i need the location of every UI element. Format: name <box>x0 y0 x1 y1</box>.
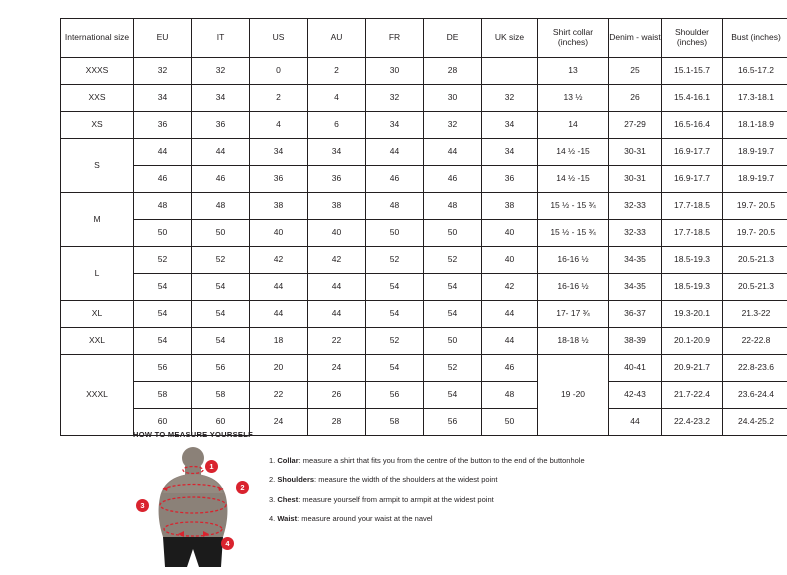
column-header-shoulder: Shoulder (inches) <box>662 19 723 58</box>
cell-international-size: XXXS <box>61 58 134 85</box>
cell-au: 44 <box>308 301 366 328</box>
cell-eu: 60 <box>134 409 192 436</box>
cell-uk: 34 <box>482 112 538 139</box>
cell-de: 54 <box>424 301 482 328</box>
measure-step-number: 4. <box>269 514 275 523</box>
cell-collar: 14 <box>538 112 609 139</box>
cell-it: 54 <box>192 328 250 355</box>
cell-au: 22 <box>308 328 366 355</box>
cell-us: 4 <box>250 112 308 139</box>
cell-shoulder: 19.3-20.1 <box>662 301 723 328</box>
measure-step <box>269 515 585 523</box>
table-row <box>61 274 787 301</box>
how-to-measure-list <box>269 457 585 534</box>
cell-au: 36 <box>308 166 366 193</box>
cell-eu: 50 <box>134 220 192 247</box>
cell-us: 40 <box>250 220 308 247</box>
cell-uk: 44 <box>482 301 538 328</box>
cell-fr: 46 <box>366 166 424 193</box>
cell-eu: 34 <box>134 85 192 112</box>
cell-shoulder: 21.7-22.4 <box>662 382 723 409</box>
cell-uk: 36 <box>482 166 538 193</box>
cell-eu: 54 <box>134 301 192 328</box>
cell-it: 32 <box>192 58 250 85</box>
cell-denim: 34-35 <box>609 274 662 301</box>
callout-2: 2 <box>236 481 249 494</box>
cell-au: 26 <box>308 382 366 409</box>
cell-it: 36 <box>192 112 250 139</box>
cell-it: 44 <box>192 139 250 166</box>
cell-fr: 44 <box>366 139 424 166</box>
table-row <box>61 220 787 247</box>
callout-1: 1 <box>205 460 218 473</box>
cell-bust: 23.6-24.4 <box>723 382 787 409</box>
cell-denim: 42-43 <box>609 382 662 409</box>
mannequin-illustration <box>133 445 253 570</box>
cell-shoulder: 17.7-18.5 <box>662 193 723 220</box>
cell-de: 32 <box>424 112 482 139</box>
cell-international-size: XS <box>61 112 134 139</box>
cell-it: 48 <box>192 193 250 220</box>
measurement-figure <box>133 445 253 570</box>
column-header-us: US <box>250 19 308 58</box>
measure-step <box>269 476 585 484</box>
measure-step-text: : measure around your waist at the navel <box>297 514 433 523</box>
measure-step-number: 3. <box>269 495 275 504</box>
cell-de: 28 <box>424 58 482 85</box>
cell-international-size: L <box>61 247 134 301</box>
cell-de: 46 <box>424 166 482 193</box>
cell-it: 56 <box>192 355 250 382</box>
table-row <box>61 328 787 355</box>
table-row <box>61 355 787 382</box>
cell-uk: 40 <box>482 247 538 274</box>
measure-step-term: Chest <box>277 495 298 504</box>
cell-us: 20 <box>250 355 308 382</box>
cell-uk <box>482 58 538 85</box>
table-row <box>61 139 787 166</box>
cell-denim: 32-33 <box>609 220 662 247</box>
cell-fr: 58 <box>366 409 424 436</box>
cell-international-size: XXS <box>61 85 134 112</box>
column-header-au: AU <box>308 19 366 58</box>
column-header-it: IT <box>192 19 250 58</box>
cell-international-size: XXL <box>61 328 134 355</box>
table-row <box>61 301 787 328</box>
cell-au: 38 <box>308 193 366 220</box>
cell-shoulder: 18.5-19.3 <box>662 247 723 274</box>
cell-it: 34 <box>192 85 250 112</box>
cell-uk: 50 <box>482 409 538 436</box>
cell-fr: 34 <box>366 112 424 139</box>
table-header-row <box>61 19 787 58</box>
callout-4: 4 <box>221 537 234 550</box>
cell-shoulder: 22.4-23.2 <box>662 409 723 436</box>
column-header-denim-waist: Denim - waist <box>609 19 662 58</box>
measure-step-text: : measure a shirt that fits you from the centre of the button to the end of the buttonhole <box>299 456 585 465</box>
cell-au: 2 <box>308 58 366 85</box>
measure-step <box>269 457 585 465</box>
cell-shoulder: 18.5-19.3 <box>662 274 723 301</box>
table-row <box>61 382 787 409</box>
column-header-bust: Bust (inches) <box>723 19 787 58</box>
measure-step-term: Waist <box>277 514 297 523</box>
cell-bust: 21.3-22 <box>723 301 787 328</box>
cell-bust: 20.5-21.3 <box>723 274 787 301</box>
measure-step-term: Shoulders <box>277 475 314 484</box>
measure-step-text: : measure yourself from armpit to armpit at the widest point <box>298 495 494 504</box>
cell-us: 38 <box>250 193 308 220</box>
cell-uk: 40 <box>482 220 538 247</box>
table-row <box>61 193 787 220</box>
cell-fr: 50 <box>366 220 424 247</box>
cell-collar: 14 ½ -15 <box>538 139 609 166</box>
cell-bust: 19.7- 20.5 <box>723 220 787 247</box>
table-header <box>61 19 787 58</box>
cell-de: 56 <box>424 409 482 436</box>
table-row <box>61 58 787 85</box>
cell-uk: 34 <box>482 139 538 166</box>
cell-fr: 54 <box>366 274 424 301</box>
cell-bust: 17.3-18.1 <box>723 85 787 112</box>
cell-au: 4 <box>308 85 366 112</box>
cell-eu: 46 <box>134 166 192 193</box>
measure-step <box>269 496 585 504</box>
cell-fr: 52 <box>366 328 424 355</box>
how-to-measure-body <box>133 445 733 570</box>
cell-us: 44 <box>250 301 308 328</box>
cell-collar: 13 <box>538 58 609 85</box>
cell-collar: 16-16 ½ <box>538 274 609 301</box>
cell-collar: 18-18 ½ <box>538 328 609 355</box>
cell-denim: 38-39 <box>609 328 662 355</box>
cell-fr: 54 <box>366 355 424 382</box>
cell-au: 44 <box>308 274 366 301</box>
cell-bust: 18.1-18.9 <box>723 112 787 139</box>
cell-eu: 52 <box>134 247 192 274</box>
cell-it: 60 <box>192 409 250 436</box>
cell-de: 54 <box>424 382 482 409</box>
cell-au: 40 <box>308 220 366 247</box>
cell-denim: 32-33 <box>609 193 662 220</box>
measure-step-number: 1. <box>269 456 275 465</box>
cell-us: 0 <box>250 58 308 85</box>
table-row <box>61 166 787 193</box>
cell-eu: 36 <box>134 112 192 139</box>
cell-collar: 15 ½ - 15 ¾ <box>538 193 609 220</box>
cell-shoulder: 15.4-16.1 <box>662 85 723 112</box>
cell-it: 54 <box>192 274 250 301</box>
cell-it: 54 <box>192 301 250 328</box>
cell-collar: 14 ½ -15 <box>538 166 609 193</box>
cell-bust: 24.4-25.2 <box>723 409 787 436</box>
cell-de: 48 <box>424 193 482 220</box>
cell-eu: 58 <box>134 382 192 409</box>
cell-denim: 40-41 <box>609 355 662 382</box>
column-header-de: DE <box>424 19 482 58</box>
cell-uk: 44 <box>482 328 538 355</box>
cell-it: 58 <box>192 382 250 409</box>
cell-fr: 54 <box>366 301 424 328</box>
cell-denim: 26 <box>609 85 662 112</box>
cell-us: 2 <box>250 85 308 112</box>
cell-shoulder: 17.7-18.5 <box>662 220 723 247</box>
cell-au: 24 <box>308 355 366 382</box>
measure-step-term: Collar <box>277 456 298 465</box>
cell-denim: 30-31 <box>609 166 662 193</box>
cell-de: 50 <box>424 328 482 355</box>
cell-bust: 20.5-21.3 <box>723 247 787 274</box>
cell-shoulder: 20.1-20.9 <box>662 328 723 355</box>
cell-it: 52 <box>192 247 250 274</box>
cell-de: 50 <box>424 220 482 247</box>
cell-collar: 16-16 ½ <box>538 247 609 274</box>
cell-international-size: S <box>61 139 134 193</box>
cell-uk: 32 <box>482 85 538 112</box>
table-row <box>61 112 787 139</box>
cell-uk: 48 <box>482 382 538 409</box>
how-to-measure-section <box>133 430 733 570</box>
cell-bust: 22.8-23.6 <box>723 355 787 382</box>
cell-fr: 32 <box>366 85 424 112</box>
cell-collar: 13 ½ <box>538 85 609 112</box>
cell-international-size: XL <box>61 301 134 328</box>
cell-bust: 19.7- 20.5 <box>723 193 787 220</box>
how-to-measure-title: HOW TO MEASURE YOURSELF <box>133 430 733 439</box>
cell-denim: 27-29 <box>609 112 662 139</box>
cell-denim: 34-35 <box>609 247 662 274</box>
cell-us: 36 <box>250 166 308 193</box>
cell-it: 50 <box>192 220 250 247</box>
column-header-international-size: International size <box>61 19 134 58</box>
table-row <box>61 247 787 274</box>
cell-shoulder: 16.5-16.4 <box>662 112 723 139</box>
cell-us: 22 <box>250 382 308 409</box>
cell-au: 6 <box>308 112 366 139</box>
cell-international-size: M <box>61 193 134 247</box>
table-body <box>61 58 787 436</box>
cell-eu: 54 <box>134 328 192 355</box>
cell-shoulder: 15.1-15.7 <box>662 58 723 85</box>
cell-au: 28 <box>308 409 366 436</box>
cell-denim: 36-37 <box>609 301 662 328</box>
cell-collar: 15 ½ - 15 ¾ <box>538 220 609 247</box>
cell-bust: 22-22.8 <box>723 328 787 355</box>
cell-fr: 48 <box>366 193 424 220</box>
cell-de: 52 <box>424 247 482 274</box>
column-header-eu: EU <box>134 19 192 58</box>
cell-uk: 38 <box>482 193 538 220</box>
cell-denim: 44 <box>609 409 662 436</box>
cell-us: 18 <box>250 328 308 355</box>
cell-fr: 30 <box>366 58 424 85</box>
cell-eu: 32 <box>134 58 192 85</box>
cell-international-size: XXXL <box>61 355 134 436</box>
cell-de: 52 <box>424 355 482 382</box>
cell-shoulder: 16.9-17.7 <box>662 139 723 166</box>
cell-de: 30 <box>424 85 482 112</box>
cell-collar: 19 -20 <box>538 355 609 436</box>
cell-fr: 52 <box>366 247 424 274</box>
column-header-uk-size: UK size <box>482 19 538 58</box>
cell-bust: 18.9-19.7 <box>723 166 787 193</box>
table-row <box>61 85 787 112</box>
cell-denim: 30-31 <box>609 139 662 166</box>
cell-au: 34 <box>308 139 366 166</box>
cell-shoulder: 20.9-21.7 <box>662 355 723 382</box>
measure-step-text: : measure the width of the shoulders at the widest point <box>314 475 497 484</box>
cell-us: 24 <box>250 409 308 436</box>
cell-eu: 48 <box>134 193 192 220</box>
cell-it: 46 <box>192 166 250 193</box>
cell-us: 44 <box>250 274 308 301</box>
measure-step-number: 2. <box>269 475 275 484</box>
cell-collar: 17- 17 ¾ <box>538 301 609 328</box>
cell-eu: 54 <box>134 274 192 301</box>
cell-bust: 16.5-17.2 <box>723 58 787 85</box>
cell-de: 44 <box>424 139 482 166</box>
cell-bust: 18.9-19.7 <box>723 139 787 166</box>
cell-eu: 56 <box>134 355 192 382</box>
cell-eu: 44 <box>134 139 192 166</box>
cell-fr: 56 <box>366 382 424 409</box>
cell-shoulder: 16.9-17.7 <box>662 166 723 193</box>
callout-3: 3 <box>136 499 149 512</box>
column-header-fr: FR <box>366 19 424 58</box>
cell-uk: 46 <box>482 355 538 382</box>
cell-us: 42 <box>250 247 308 274</box>
cell-us: 34 <box>250 139 308 166</box>
size-chart-table <box>60 18 787 436</box>
cell-uk: 42 <box>482 274 538 301</box>
column-header-shirt-collar: Shirt collar (inches) <box>538 19 609 58</box>
cell-au: 42 <box>308 247 366 274</box>
cell-de: 54 <box>424 274 482 301</box>
cell-denim: 25 <box>609 58 662 85</box>
